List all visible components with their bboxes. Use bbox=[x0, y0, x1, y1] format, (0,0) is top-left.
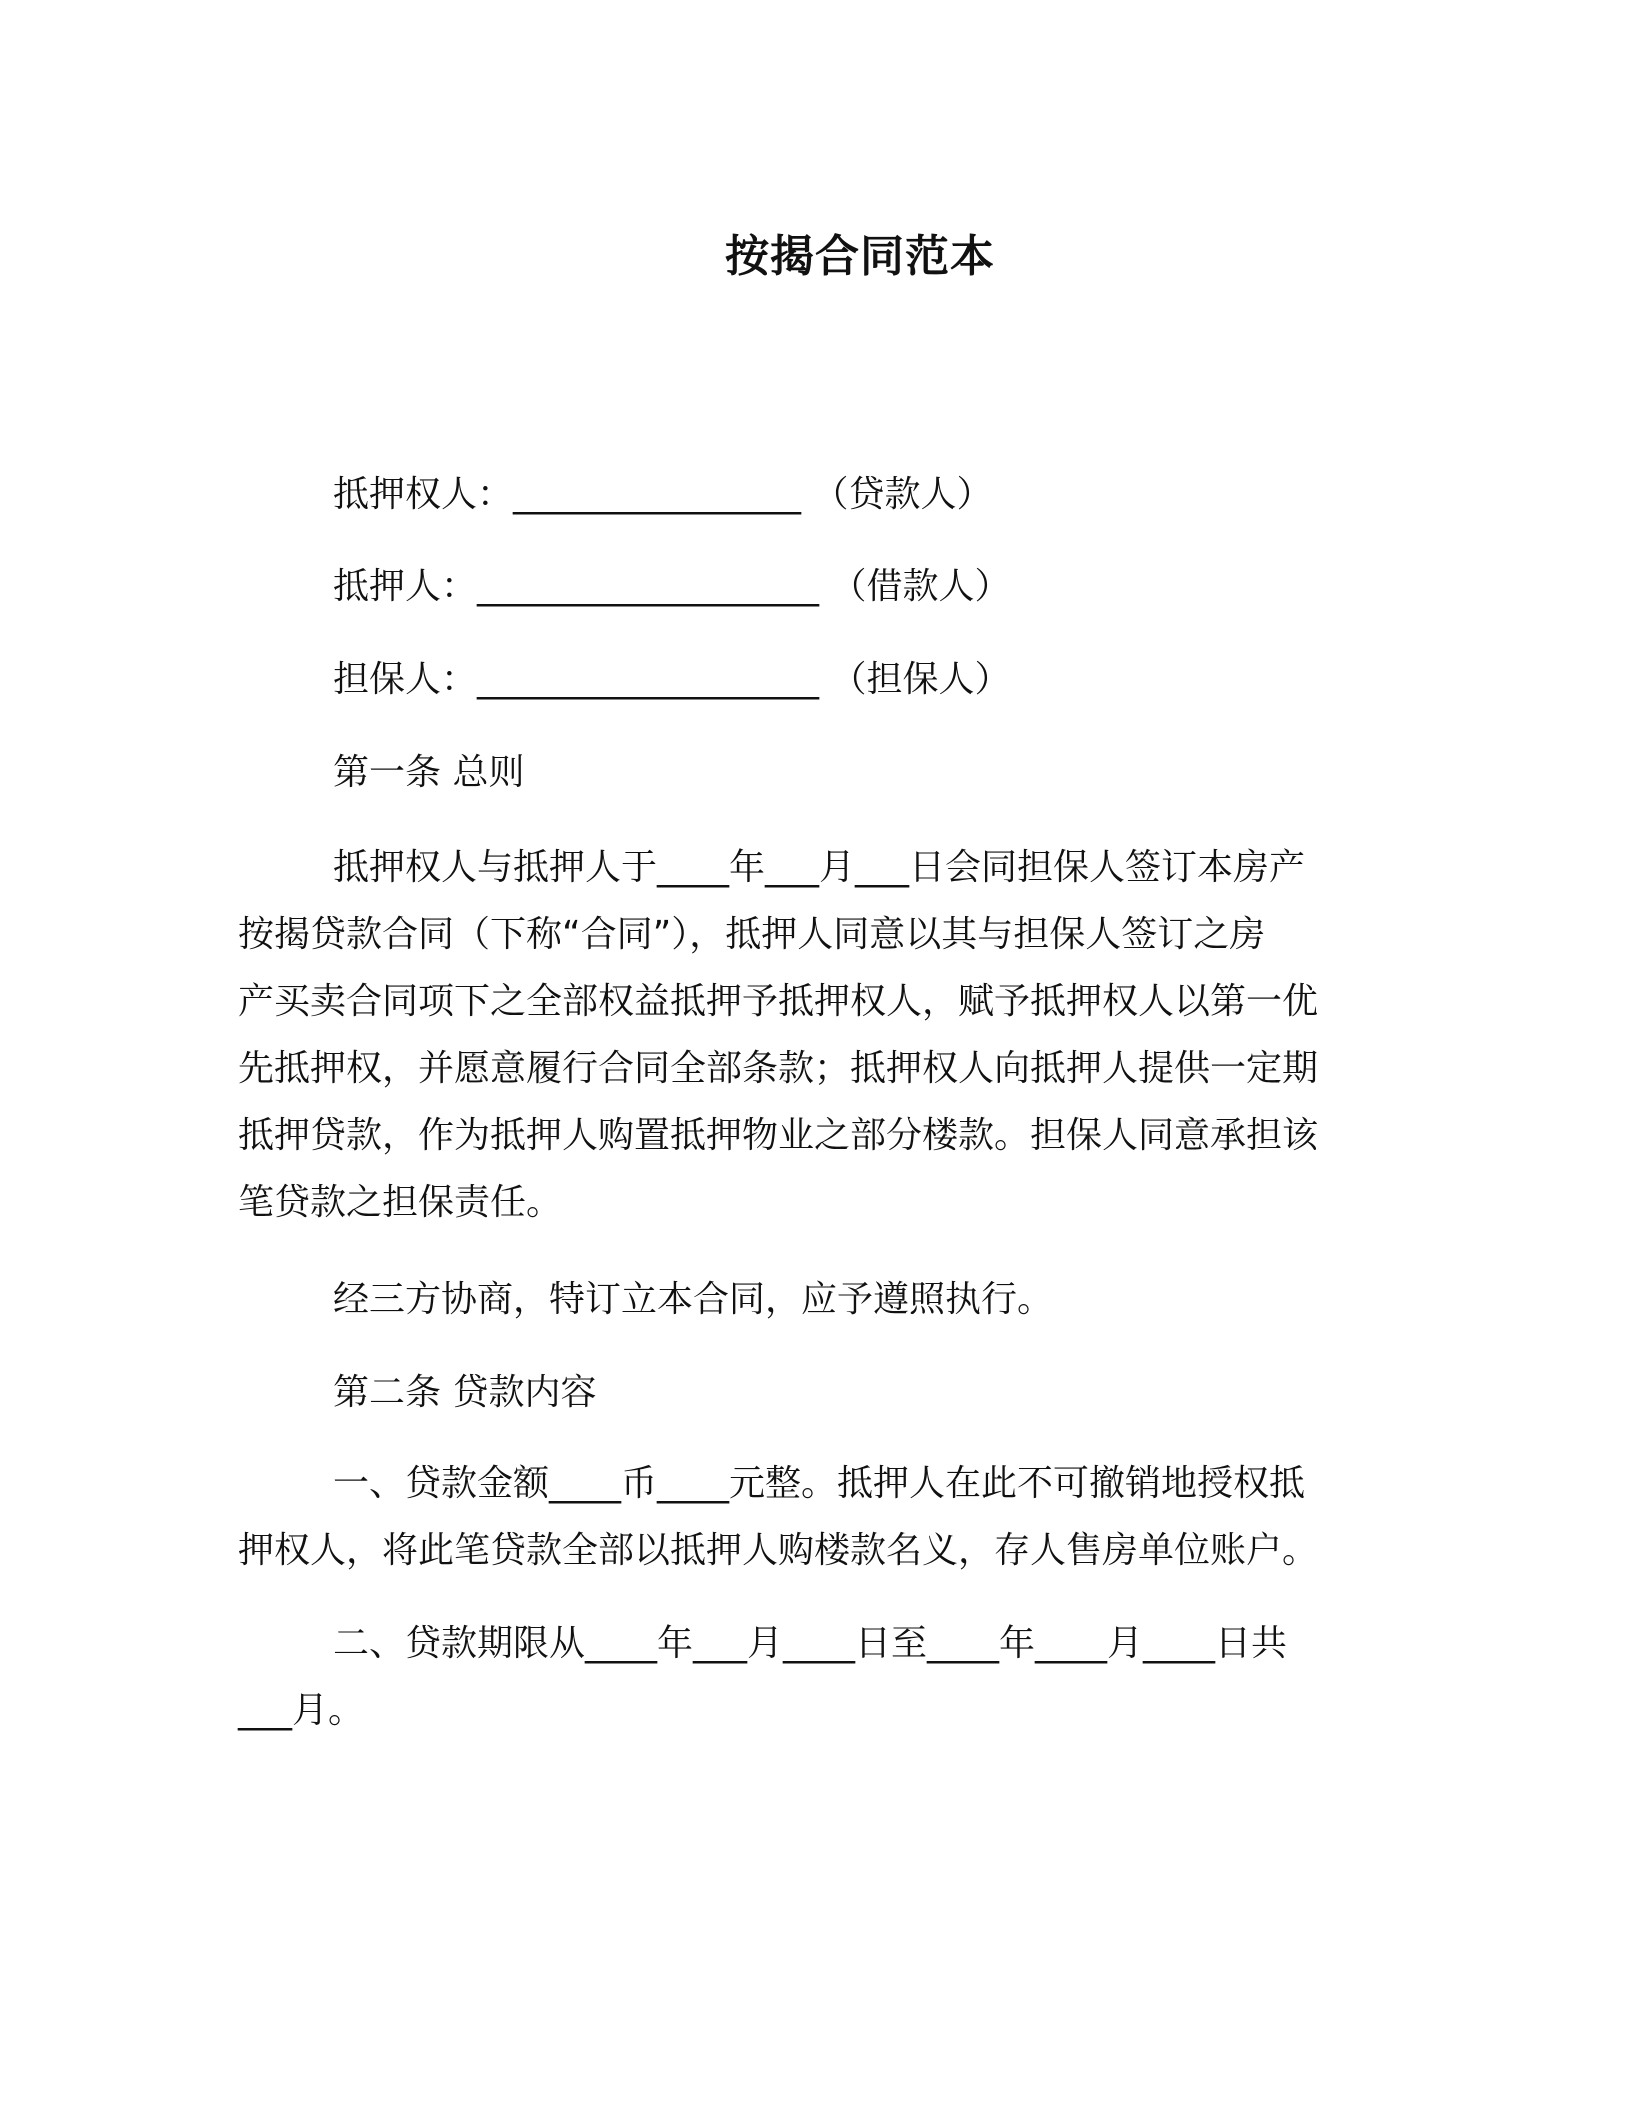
article1-line: 按揭贷款合同（下称“合同”），抵押人同意以其与担保人签订之房 bbox=[238, 914, 1266, 955]
article1-paragraph bbox=[238, 834, 1388, 1236]
article2-item2-line: 二、贷款期限从____年___月____日至____年____月____日共 bbox=[333, 1623, 1288, 1664]
article1-heading: 第一条 总则 bbox=[333, 752, 525, 793]
article1-closing: 经三方协商，特订立本合同，应予遵照执行。 bbox=[333, 1279, 1054, 1320]
article2-item1 bbox=[238, 1450, 1388, 1584]
document-title: 按揭合同范本 bbox=[725, 231, 995, 282]
party-mortgagor: 抵押人：___________________ （借款人） bbox=[333, 566, 1011, 607]
article1-line: 抵押权人与抵押人于____年___月___日会同担保人签订本房产 bbox=[333, 847, 1306, 888]
article1-line: 笔贷款之担保责任。 bbox=[238, 1182, 563, 1223]
party-mortgagee: 抵押权人：________________ （贷款人） bbox=[333, 474, 993, 515]
article2-item1-line: 押权人，将此笔贷款全部以抵押人购楼款名义，存人售房单位账户。 bbox=[238, 1530, 1319, 1571]
article1-line: 产买卖合同项下之全部权益抵押予抵押权人，赋予抵押权人以第一优 bbox=[238, 981, 1319, 1022]
party-guarantor: 担保人：___________________ （担保人） bbox=[333, 659, 1011, 700]
article2-item1-line: 一、贷款金额____币____元整。抵押人在此不可撤销地授权抵 bbox=[333, 1463, 1306, 1504]
article1-line: 抵押贷款，作为抵押人购置抵押物业之部分楼款。担保人同意承担该 bbox=[238, 1115, 1319, 1156]
article2-item2 bbox=[238, 1610, 1388, 1744]
article1-line: 先抵押权，并愿意履行合同全部条款；抵押权人向抵押人提供一定期 bbox=[238, 1048, 1319, 1089]
article2-item2-line: ___月。 bbox=[238, 1690, 365, 1731]
article2-heading: 第二条 贷款内容 bbox=[333, 1372, 597, 1413]
